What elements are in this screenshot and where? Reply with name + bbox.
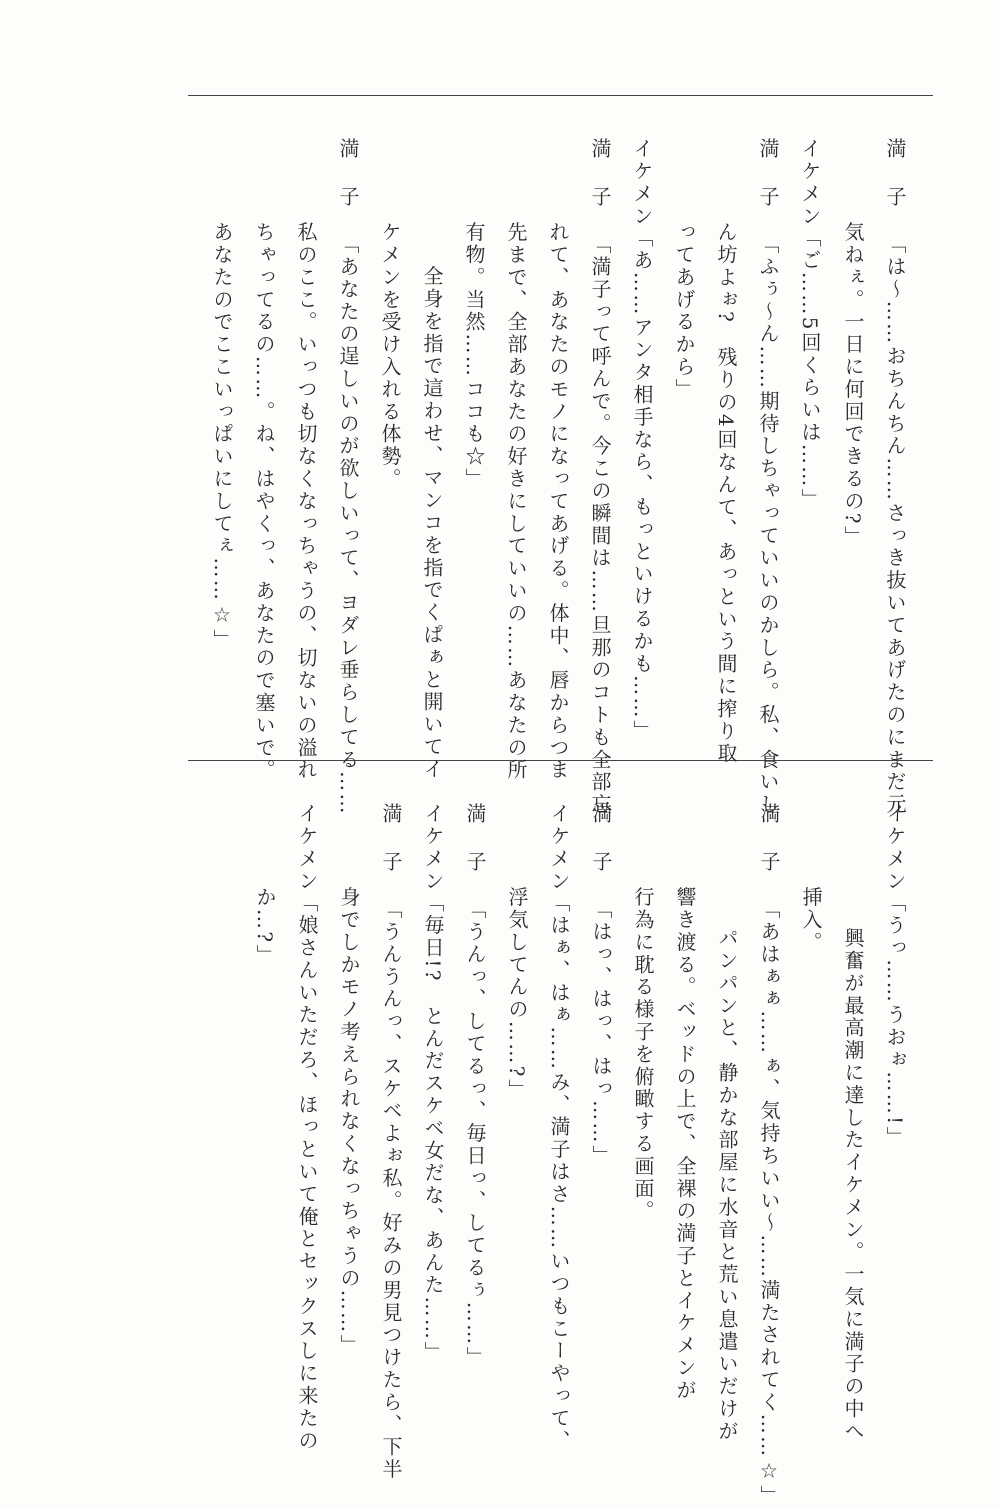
script-line bbox=[548, 120, 588, 782]
script-line bbox=[885, 785, 925, 1149]
line-text: 「娘さんいただろ、ほっといて俺とセックスしに来たの bbox=[295, 892, 319, 1453]
script-line bbox=[758, 120, 798, 816]
line-text: ケメンを受け入れる体勢。 bbox=[378, 221, 402, 491]
line-text: 興奮が最高潮に達したイケメン。一気に満子の中へ bbox=[841, 927, 865, 1443]
script-line bbox=[759, 785, 799, 1507]
stage-direction bbox=[801, 785, 841, 954]
script-line bbox=[464, 120, 504, 490]
script-line bbox=[381, 785, 421, 1481]
stage-direction bbox=[633, 785, 673, 1223]
script-line bbox=[423, 785, 463, 1364]
speaker-name: イケメン bbox=[295, 802, 319, 893]
speaker-name: イケメン bbox=[547, 802, 571, 893]
script-line bbox=[507, 785, 547, 1101]
stage-direction bbox=[675, 785, 715, 1402]
script-line bbox=[296, 120, 336, 782]
line-text: 「あなたの逞しいのが欲しいって、ヨダレ垂らしてる…… bbox=[336, 233, 360, 816]
speaker-name: 満子 bbox=[588, 137, 612, 234]
script-line bbox=[843, 120, 883, 548]
speaker-name: イケメン bbox=[883, 802, 907, 893]
line-text: ん坊よぉ? 残りの4回なんて、あっという間に搾り取 bbox=[714, 221, 738, 765]
line-text: 有物。当然……ココも☆」 bbox=[462, 221, 486, 491]
line-text: 気ねぇ。一日に何回できるの?」 bbox=[841, 221, 865, 549]
line-text: れて、あなたのモノになってあげる。体中、唇からつま bbox=[546, 221, 570, 782]
speaker-name: 満子 bbox=[756, 137, 780, 234]
line-text: 「毎日!? とんだスケベ女だな、あんた……」 bbox=[421, 892, 445, 1364]
line-text: 響き渡る。ベッドの上で、全裸の満子とイケメンが bbox=[673, 886, 697, 1402]
line-text: 行為に耽る様子を俯瞰する画面。 bbox=[631, 886, 655, 1223]
stage-direction bbox=[843, 770, 883, 1443]
line-text: 「うんうんっ、スケベよぉ私。好みの男見つけたら、下半 bbox=[379, 898, 403, 1481]
script-line bbox=[339, 785, 379, 1357]
speaker-name: イケメン bbox=[421, 802, 445, 893]
top-rule bbox=[188, 95, 933, 96]
script-line bbox=[506, 120, 546, 782]
script-line bbox=[338, 120, 378, 816]
speaker-name: 満子 bbox=[589, 802, 613, 899]
stage-direction bbox=[380, 120, 420, 490]
speaker-name: 満子 bbox=[463, 802, 487, 899]
line-text: 「ふぅ〜ん……期待しちゃっていいのかしら。私、食いし bbox=[756, 233, 780, 816]
line-text: 挿入。 bbox=[799, 886, 823, 954]
line-text: 「うんっ、してるっ、毎日っ、してるぅ……」 bbox=[463, 898, 487, 1369]
script-line bbox=[800, 120, 840, 511]
line-text: 「は〜……おちんちん……さっき抜いてあげたのにまだ元 bbox=[883, 233, 907, 816]
line-text: 「満子って呼んで。今この瞬間は……旦那のコトも全部忘 bbox=[588, 233, 612, 816]
line-text: 「うっ……うおぉ……!」 bbox=[883, 892, 907, 1149]
script-line bbox=[632, 120, 672, 742]
line-text: 先まで、全部あなたの好きにしていいの……あなたの所 bbox=[504, 221, 528, 782]
line-text: パンパンと、静かな部屋に水音と荒い息遣いだけが bbox=[715, 927, 739, 1443]
script-line bbox=[465, 785, 505, 1369]
script-line bbox=[674, 120, 714, 401]
line-text: 「あ……アンタ相手なら、もっといけるかも……」 bbox=[630, 227, 654, 743]
speaker-name: イケメン bbox=[630, 137, 654, 228]
line-text: ちゃってるの……。ね、はやくっ、あなたので塞いで。 bbox=[252, 221, 276, 782]
speaker-name: イケメン bbox=[798, 137, 822, 228]
speaker-name: 満子 bbox=[883, 137, 907, 234]
script-line bbox=[297, 785, 337, 1452]
stage-direction bbox=[717, 770, 757, 1443]
script-line bbox=[716, 120, 756, 765]
speaker-name: 満子 bbox=[336, 137, 360, 234]
line-text: 「ご……5回くらいは……」 bbox=[798, 227, 822, 512]
script-line bbox=[591, 785, 631, 1167]
line-text: 「あはぁぁ……ぁ、気持ちいい〜……満たされてく……☆」 bbox=[757, 898, 781, 1507]
line-text: 身でしかモノ考えられなくなっちゃうの……」 bbox=[337, 886, 361, 1357]
script-line bbox=[212, 120, 252, 651]
script-line bbox=[254, 120, 294, 782]
speaker-name: 満子 bbox=[757, 802, 781, 899]
speaker-name: 満子 bbox=[379, 802, 403, 899]
script-line bbox=[549, 785, 589, 1452]
script-line bbox=[255, 785, 295, 967]
stage-direction bbox=[422, 108, 462, 781]
script-line bbox=[590, 120, 630, 816]
line-text: あなたのでここいっぱいにしてぇ……☆」 bbox=[210, 221, 234, 652]
line-text: か…?」 bbox=[253, 886, 277, 967]
line-text: 浮気してんの……?」 bbox=[505, 886, 529, 1102]
line-text: 「はっ、はっ、はっ……」 bbox=[589, 898, 613, 1168]
line-text: ってあげるから」 bbox=[672, 221, 696, 401]
line-text: 私のここ。いっつも切なくなっちゃうの、切ないの溢れ bbox=[294, 221, 318, 782]
line-text: 「はぁ、はぁ……み、満子はさ……いつもこーやって、 bbox=[547, 892, 571, 1453]
line-text: 全身を指で這わせ、マンコを指でくぱぁと開いてイ bbox=[420, 265, 444, 781]
script-line bbox=[885, 120, 925, 816]
